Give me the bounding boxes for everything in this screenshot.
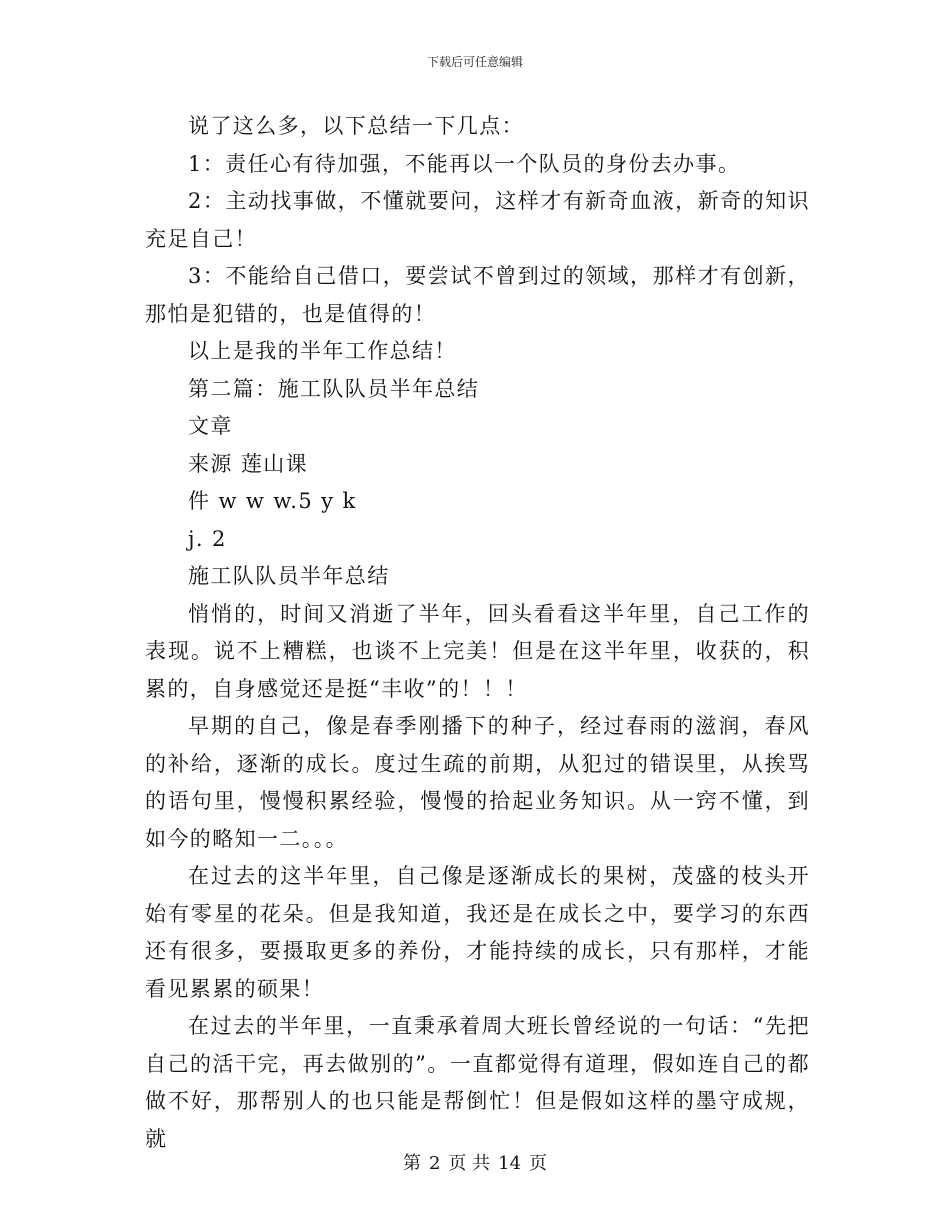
footer-middle: 页 共 xyxy=(448,1153,491,1174)
paragraph: 在过去的半年里，一直秉承着周大班长曾经说的一句话：“先把自己的活干完，再去做别的”。一直都觉得有道理，假如连自己的都做不好，那帮别人的也只能是帮倒忙！但是假如这样的墨守成规，就 xyxy=(145,1014,810,1151)
paragraph: 文章 xyxy=(188,414,233,438)
article-title: 施工队队员半年总结 xyxy=(188,564,390,588)
footer-suffix: 页 xyxy=(529,1153,548,1174)
paragraph: 悄悄的，时间又消逝了半年，回头看看这半年里，自己工作的表现。说不上糟糕，也谈不上完美！但是在这半年里，收获的，积累的，自身感觉还是挺“丰收”的！！！ xyxy=(145,601,810,701)
footer-prefix: 第 xyxy=(402,1153,421,1174)
paragraph: 来源 莲山课 xyxy=(188,451,309,476)
paragraph: 3：不能给自己借口，要尝试不曾到过的领域，那样才有创新，那怕是犯错的，也是值得的！ xyxy=(145,264,810,326)
section-title: 第二篇：施工队队员半年总结 xyxy=(188,376,480,401)
paragraph: 在过去的这半年里，自己像是逐渐成长的果树，茂盛的枝头开始有零星的花朵。但是我知道，我还是在成长之中，要学习的东西还有很多，要摄取更多的养份，才能持续的成长，只有那样，才能看见累累的硕果！ xyxy=(145,864,810,1001)
total-page-count: 14 xyxy=(498,1153,522,1174)
paragraph: 件 w w w.5 y k xyxy=(188,489,357,513)
current-page-number: 2 xyxy=(428,1153,441,1174)
paragraph: 2：主动找事做，不懂就要问，这样才有新奇血液，新奇的知识充足自己！ xyxy=(145,189,810,251)
page-header-note: 下载后可任意编辑 xyxy=(426,55,523,69)
paragraph: j. 2 xyxy=(188,526,227,551)
paragraph: 1：责任心有待加强，不能再以一个队员的身份去办事。 xyxy=(188,151,741,176)
paragraph: 以上是我的半年工作总结！ xyxy=(188,339,457,363)
paragraph: 说了这么多，以下总结一下几点： xyxy=(188,114,524,138)
paragraph: 早期的自己，像是春季刚播下的种子，经过春雨的滋润，春风的补给，逐渐的成长。度过生疏的前期，从犯过的错误里，从挨骂的语句里，慢慢积累经验，慢慢的拾起业务知识。从一窍不懂，到如今的略知一二。。。 xyxy=(145,714,810,851)
page-number-footer xyxy=(0,1152,950,1176)
document-body xyxy=(145,108,810,1158)
